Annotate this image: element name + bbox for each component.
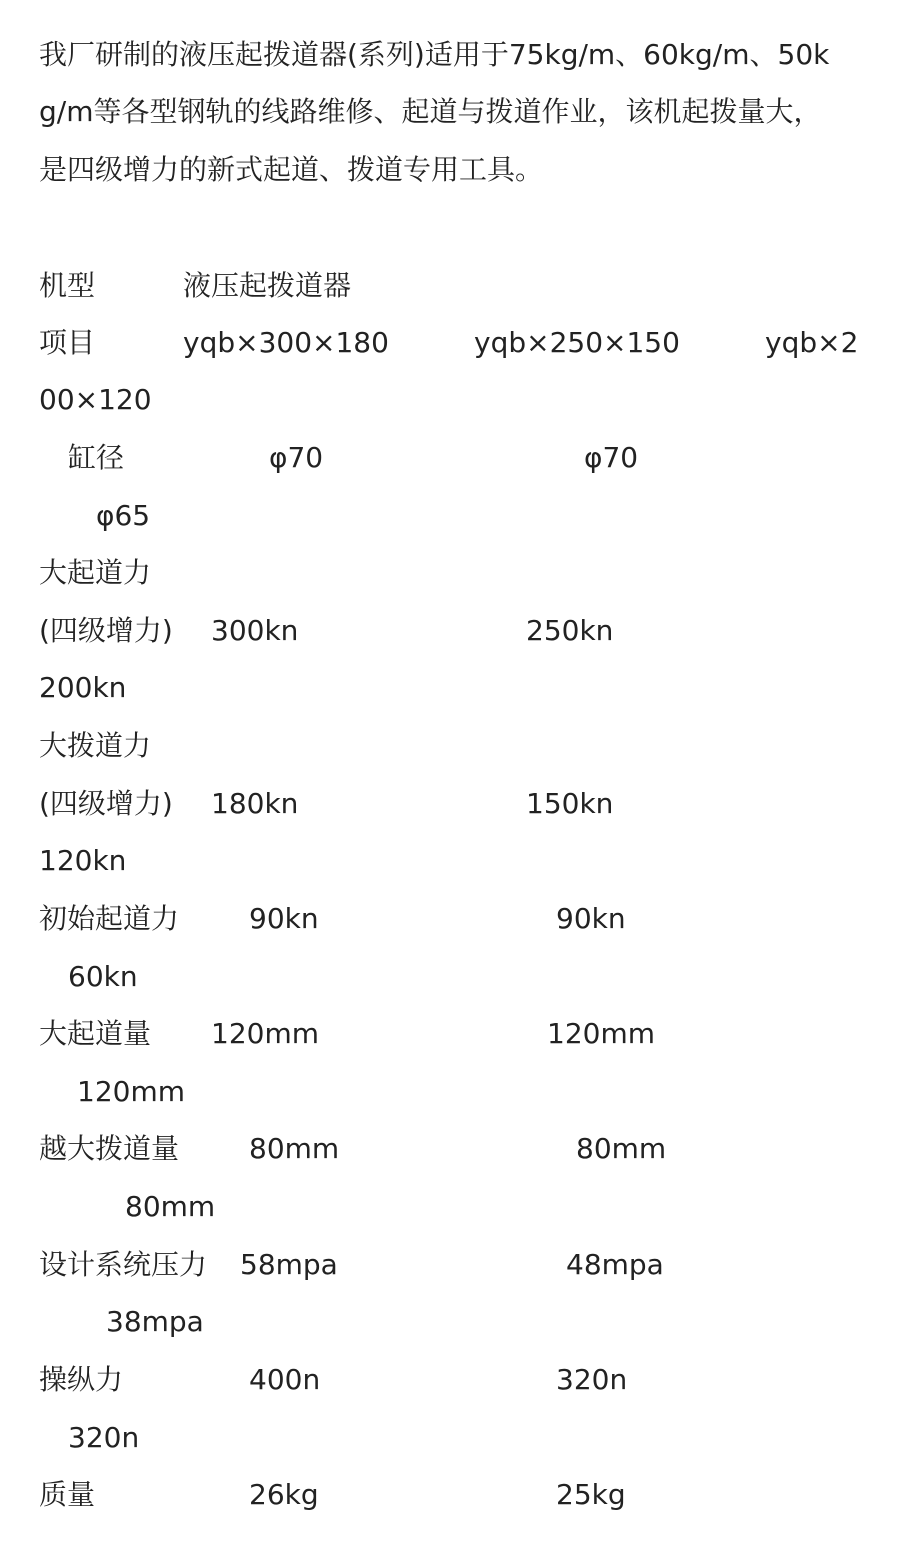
pressure-c: 38mpa	[106, 1305, 204, 1338]
operating-force-label: 操纵力	[39, 1363, 124, 1396]
spec-row-item-wrap	[0, 380, 900, 420]
shift-amount-b: 80mm	[576, 1132, 667, 1165]
spec-row-lift-amount-wrap	[0, 1072, 900, 1112]
max-lift-sublabel: (四级增力)	[39, 614, 173, 647]
spec-row-bore	[0, 438, 900, 478]
spec-row-init-lift	[0, 899, 900, 939]
spec-row-model	[0, 266, 900, 306]
spec-row-max-shift	[0, 784, 900, 824]
spec-row-max-lift-label	[0, 553, 900, 593]
init-lift-b: 90kn	[556, 902, 626, 935]
spec-row-shift-amount-wrap	[0, 1187, 900, 1227]
model-label: 机型	[39, 269, 96, 302]
lift-amount-c: 120mm	[77, 1075, 185, 1108]
item-label: 项目	[39, 326, 96, 359]
bore-a: φ70	[269, 441, 324, 474]
operating-force-a: 400n	[249, 1363, 321, 1396]
init-lift-a: 90kn	[249, 902, 319, 935]
pressure-label: 设计系统压力	[39, 1248, 208, 1281]
model-c-part2: 00×120	[39, 383, 152, 416]
spec-row-operating-force-wrap	[0, 1418, 900, 1458]
spec-row-pressure-wrap	[0, 1302, 900, 1342]
init-lift-label: 初始起道力	[39, 902, 180, 935]
spec-row-max-lift	[0, 611, 900, 651]
bore-label: 缸径	[68, 441, 125, 474]
max-shift-sublabel: (四级增力)	[39, 787, 173, 820]
shift-amount-c: 80mm	[125, 1190, 216, 1223]
max-shift-c: 120kn	[39, 844, 127, 877]
lift-amount-label: 大起道量	[39, 1017, 152, 1050]
operating-force-b: 320n	[556, 1363, 628, 1396]
mass-b: 25kg	[556, 1478, 626, 1511]
spec-row-item	[0, 323, 900, 363]
model-value: 液压起拨道器	[183, 269, 352, 302]
max-lift-b: 250kn	[526, 614, 614, 647]
shift-amount-label: 越大拨道量	[39, 1132, 180, 1165]
bore-b: φ70	[584, 441, 639, 474]
max-shift-a: 180kn	[211, 787, 299, 820]
mass-label: 质量	[39, 1478, 96, 1511]
lift-amount-b: 120mm	[547, 1017, 655, 1050]
model-a: yqb×300×180	[183, 326, 389, 359]
intro-line-2: g/m等各型钢轨的线路维修、起道与拨道作业，该机起拨量大，	[39, 95, 822, 128]
intro-line-1: 我厂研制的液压起拨道器(系列)适用于75kg/m、60kg/m、50k	[39, 38, 830, 71]
max-lift-c: 200kn	[39, 671, 127, 704]
mass-a: 26kg	[249, 1478, 319, 1511]
spec-row-init-lift-wrap	[0, 957, 900, 997]
spec-row-max-shift-label	[0, 726, 900, 766]
max-lift-label: 大起道力	[39, 556, 152, 589]
init-lift-c: 60kn	[68, 960, 138, 993]
operating-force-c: 320n	[68, 1421, 140, 1454]
pressure-b: 48mpa	[566, 1248, 664, 1281]
model-c-part1: yqb×2	[765, 326, 859, 359]
spec-row-lift-amount	[0, 1014, 900, 1054]
spec-row-bore-wrap	[0, 496, 900, 536]
max-lift-a: 300kn	[211, 614, 299, 647]
pressure-a: 58mpa	[240, 1248, 338, 1281]
intro-line-3: 是四级增力的新式起道、拨道专用工具。	[39, 153, 544, 186]
max-shift-b: 150kn	[526, 787, 614, 820]
max-shift-label: 大拨道力	[39, 729, 152, 762]
shift-amount-a: 80mm	[249, 1132, 340, 1165]
spec-row-max-lift-wrap	[0, 668, 900, 708]
lift-amount-a: 120mm	[211, 1017, 319, 1050]
spec-row-pressure	[0, 1245, 900, 1285]
bore-c: φ65	[96, 499, 151, 532]
spec-row-shift-amount	[0, 1129, 900, 1169]
model-b: yqb×250×150	[474, 326, 680, 359]
spec-row-max-shift-wrap	[0, 841, 900, 881]
spec-row-operating-force	[0, 1360, 900, 1400]
spec-row-mass	[0, 1475, 900, 1515]
